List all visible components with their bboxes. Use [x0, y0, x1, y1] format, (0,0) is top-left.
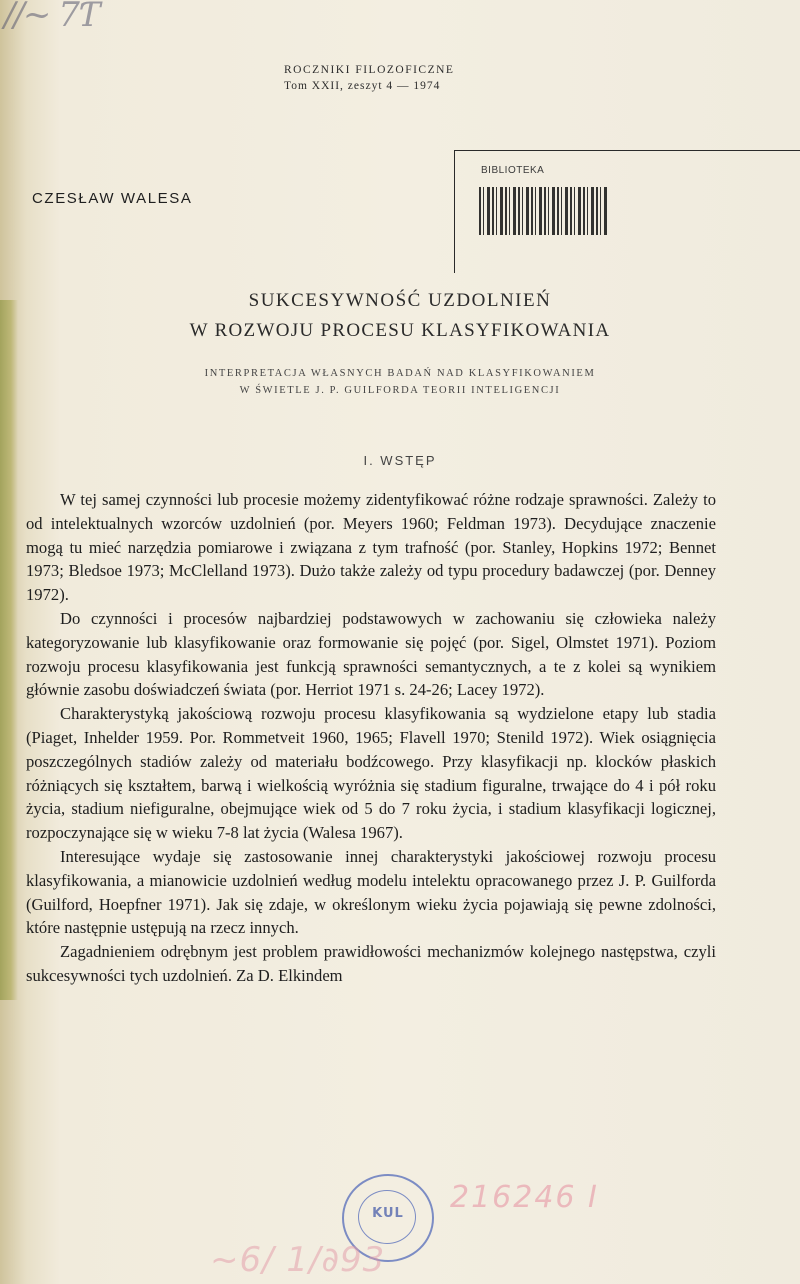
paragraph: Charakterystyką jakościową rozwoju procesu klasyfikowania są wydzielone etapy lub stadia (Piaget, Inhelder 1959. Por. Rommetveit 1960, 1965; Flavell 1970; Stenild 1972). Wiek osiągnięcia poszczególnych stadiów zależy od materiału bodźcowego. Przy klasyfikacji np. klocków płaskich różniących się kształtem, barwą i wielkością wyróżnia się stadium figuralne, trwające do 4 i pół roku życia, stadium niefiguralne, obejmujące wiek od 5 do 7 roku życia, i stadium klasyfikacji logicznej, rozpoczynające się w wieku 7-8 lat życia (Walesa 1967).: [26, 704, 716, 843]
handwritten-mark-bottom: ~6/ 1/∂93: [210, 1240, 386, 1280]
seal-text: KUL: [372, 1206, 404, 1221]
paragraph: Zagadnieniem odrębnym jest problem prawidłowości mechanizmów kolejnego następstwa, czyli sukcesywności tych uzdolnień. Za D. Elkindem: [26, 942, 716, 985]
author-name: CZESŁAW WALESA: [32, 190, 193, 207]
barcode-icon: [479, 187, 609, 235]
handwritten-mark-top: //~ 7Ƭ: [4, 0, 99, 35]
library-label: BIBLIOTEKA: [481, 165, 545, 176]
article-title-line1: SUKCESYWNOŚĆ UZDOLNIEŃ: [248, 290, 552, 311]
paragraph: Do czynności i procesów najbardziej podstawowych w zachowaniu się człowieka należy kategoryzowanie lub klasyfikowanie oraz formowanie się pojęć (por. Sigel, Olmstet 1971). Poziom rozwoju procesu klasyfikowania jest funkcją sprawności semantycznych, a te z kolei są wynikiem głównie zasobu doświadczeń świata (por. Herriot 1971 s. 24-26; Lacey 1972).: [26, 608, 716, 700]
journal-issue: Tom XXII, zeszyt 4 — 1974: [284, 80, 441, 92]
article-subtitle-line2: W ŚWIETLE J. P. GUILFORDA TEORII INTELIGENCJI: [239, 385, 561, 396]
section-heading: I. WSTĘP: [363, 453, 437, 468]
accession-number: 216246 I: [450, 1180, 599, 1215]
article-body: [26, 488, 716, 988]
article-title-line2: W ROZWOJU PROCESU KLASYFIKOWANIA: [189, 320, 611, 341]
paragraph: W tej samej czynności lub procesie możemy zidentyfikować różne rodzaje sprawności. Zależy to od intelektualnych wzorców uzdolnień (por. Meyers 1960; Feldman 1973). Decydujące znaczenie mogą tu mieć narzędzia pomiarowe i związana z tym trafność (por. Stanley, Hopkins 1972; Bennet 1973; Bledsoe 1973; McClelland 1973). Dużo także zależy od typu procedury badawczej (por. Denney 1972).: [26, 490, 716, 605]
article-subtitle-line1: INTERPRETACJA WŁASNYCH BADAŃ NAD KLASYFIKOWANIEM: [204, 368, 596, 379]
journal-name: ROCZNIKI FILOZOFICZNE: [284, 64, 455, 76]
journal-header: [284, 62, 504, 94]
paragraph: Interesujące wydaje się zastosowanie innej charakterystyki jakościowej rozwoju procesu klasyfikowania, a mianowicie uzdolnień według modelu intelektu opracowanego przez J. P. Guilforda (Guilford, Hoepfner 1971). Jak się zdaje, w określonym wieku życia pojawiają się pewne zdolności, które następnie ustępują na rzecz innych.: [26, 846, 716, 938]
library-stamp: [454, 150, 800, 273]
page-spine-shadow: [0, 300, 18, 1000]
